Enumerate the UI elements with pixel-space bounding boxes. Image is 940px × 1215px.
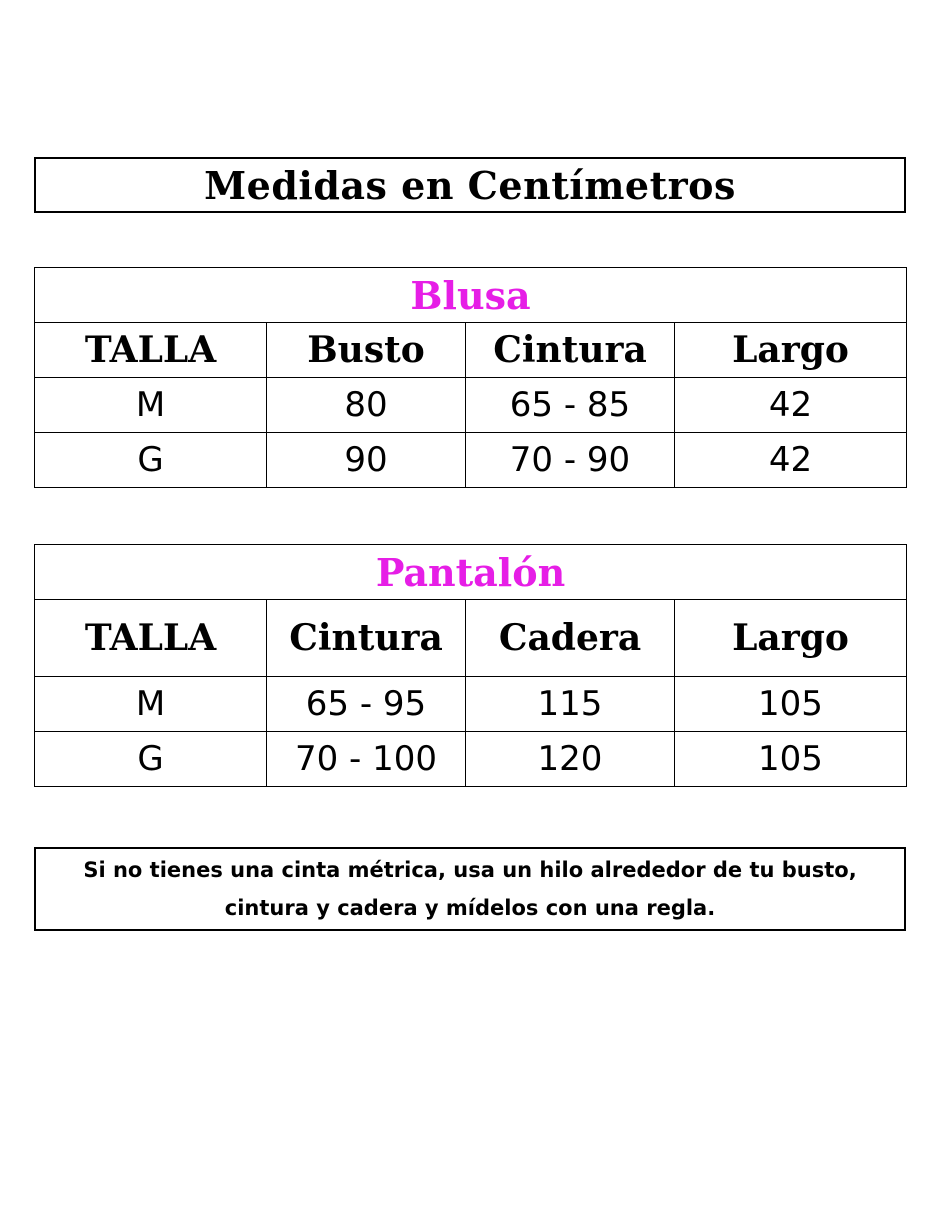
column-header-cintura: Cintura bbox=[466, 323, 675, 378]
value-cell: 105 bbox=[675, 677, 907, 732]
value-cell: 42 bbox=[675, 378, 907, 433]
column-header-cadera: Cadera bbox=[466, 600, 675, 677]
blusa-title: Blusa bbox=[35, 268, 907, 323]
pantalon-title: Pantalón bbox=[35, 545, 907, 600]
value-cell: 65 - 85 bbox=[466, 378, 675, 433]
value-cell: 115 bbox=[466, 677, 675, 732]
measuring-tip-note bbox=[34, 847, 906, 931]
page-title: Medidas en Centímetros bbox=[34, 157, 906, 213]
pantalon-size-table bbox=[34, 544, 907, 787]
size-cell: G bbox=[35, 433, 267, 488]
size-cell: M bbox=[35, 677, 267, 732]
value-cell: 90 bbox=[267, 433, 466, 488]
size-cell: M bbox=[35, 378, 267, 433]
blusa-size-table bbox=[34, 267, 907, 488]
table-row bbox=[35, 378, 907, 433]
value-cell: 42 bbox=[675, 433, 907, 488]
value-cell: 105 bbox=[675, 732, 907, 787]
column-header-cintura: Cintura bbox=[267, 600, 466, 677]
column-header-largo: Largo bbox=[675, 600, 907, 677]
column-header-talla: TALLA bbox=[35, 600, 267, 677]
value-cell: 70 - 90 bbox=[466, 433, 675, 488]
value-cell: 80 bbox=[267, 378, 466, 433]
table-row bbox=[35, 433, 907, 488]
table-row bbox=[35, 677, 907, 732]
table-row bbox=[35, 732, 907, 787]
value-cell: 65 - 95 bbox=[267, 677, 466, 732]
note-line-2: cintura y cadera y mídelos con una regla. bbox=[224, 896, 716, 920]
note-line-1: Si no tienes una cinta métrica, usa un hilo alrededor de tu busto, bbox=[83, 858, 857, 882]
column-header-largo: Largo bbox=[675, 323, 907, 378]
column-header-talla: TALLA bbox=[35, 323, 267, 378]
size-cell: G bbox=[35, 732, 267, 787]
value-cell: 70 - 100 bbox=[267, 732, 466, 787]
column-header-busto: Busto bbox=[267, 323, 466, 378]
value-cell: 120 bbox=[466, 732, 675, 787]
